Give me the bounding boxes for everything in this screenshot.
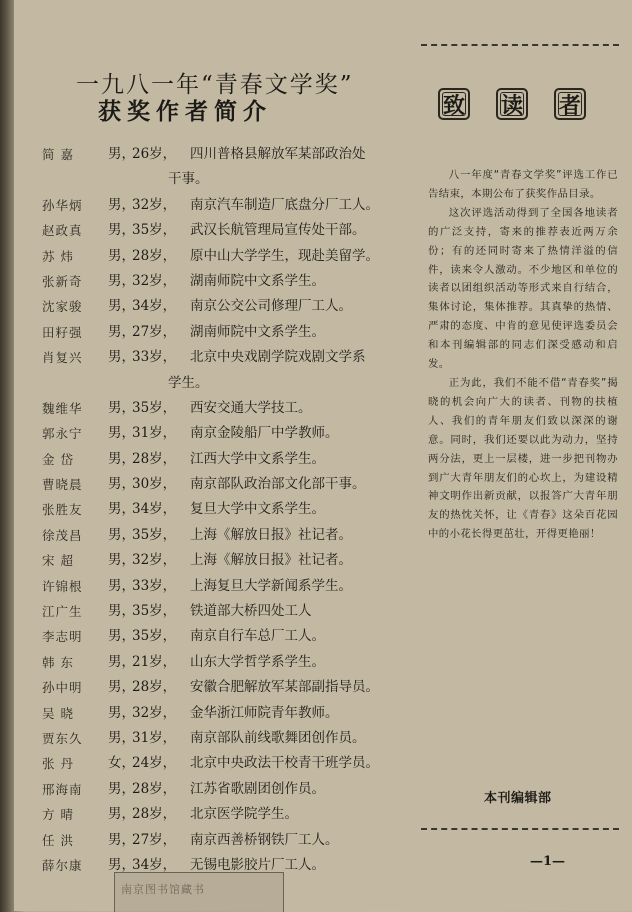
winner-gender: 男， <box>108 399 135 416</box>
winner-age: 28岁， <box>132 780 177 797</box>
winner-name: 方 晴 <box>42 807 74 823</box>
heading-char-box <box>554 88 586 120</box>
winner-age: 28岁， <box>132 806 177 823</box>
to-readers-notice <box>428 166 618 544</box>
winner-row <box>38 167 398 192</box>
winner-row <box>38 828 398 853</box>
winner-row <box>38 701 398 726</box>
winner-gender: 男， <box>108 501 135 518</box>
award-subtitle: 获奖作者简介 <box>98 98 272 125</box>
winner-affiliation: 南京公交公司修理厂工人。 <box>190 298 352 315</box>
winner-gender: 男， <box>108 247 135 264</box>
winner-gender: 男， <box>108 476 135 493</box>
winner-affiliation: 山东大学哲学系学生。 <box>190 653 325 670</box>
winner-gender: 女， <box>108 755 135 772</box>
winner-gender: 男， <box>108 323 135 340</box>
winner-affiliation: 北京中央戏剧学院戏剧文学系 <box>190 349 366 366</box>
winner-affiliation: 南京自行车总厂工人。 <box>190 628 325 645</box>
winner-row <box>38 523 398 548</box>
winner-affiliation: 西安交通大学技工。 <box>190 399 312 416</box>
winner-gender: 男， <box>108 298 135 315</box>
winner-gender: 男， <box>108 806 135 823</box>
library-stamp <box>114 872 284 912</box>
winner-row <box>38 548 398 573</box>
winner-name: 张胜友 <box>42 502 83 518</box>
winner-affiliation: 金华浙江师院青年教师。 <box>190 704 339 721</box>
winner-row <box>38 726 398 751</box>
winner-affiliation: 江西大学中文系学生。 <box>190 450 325 467</box>
winner-affiliation: 湖南师院中文系学生。 <box>190 323 325 340</box>
winner-affiliation: 铁道部大桥四处工人 <box>190 603 312 620</box>
winner-row <box>38 269 398 294</box>
winner-age: 35岁， <box>132 603 177 620</box>
winner-list <box>38 142 398 878</box>
winner-name: 李志明 <box>42 629 83 645</box>
winner-age: 31岁， <box>132 729 177 746</box>
heading-char-box <box>496 88 528 120</box>
winner-name: 魏维华 <box>42 400 83 416</box>
winner-gender: 男， <box>108 146 135 162</box>
winner-row <box>38 497 398 522</box>
winner-name: 肖复兴 <box>42 350 83 366</box>
winner-age: 28岁， <box>132 679 177 696</box>
winner-row <box>38 802 398 827</box>
winner-row <box>38 371 398 396</box>
winner-row <box>38 396 398 421</box>
winner-row <box>38 218 398 243</box>
winner-affiliation: 无锡电影胶片厂工人。 <box>190 856 325 873</box>
winner-name: 贾东久 <box>42 730 83 746</box>
winner-name: 韩 东 <box>42 654 74 670</box>
winner-age: 34岁， <box>132 298 177 315</box>
winner-age: 33岁， <box>132 349 177 366</box>
winner-age: 35岁， <box>132 526 177 543</box>
winner-row <box>38 244 398 269</box>
winner-affiliation: 南京部队前线歌舞团创作员。 <box>190 729 366 746</box>
page-number: —1— <box>530 854 566 869</box>
winner-affiliation: 安徽合肥解放军某部副指导员。 <box>190 679 379 696</box>
winner-name: 简 嘉 <box>42 147 74 162</box>
winner-affiliation: 湖南师院中文系学生。 <box>190 272 325 289</box>
winner-name: 张 丹 <box>42 756 74 772</box>
winner-gender: 男， <box>108 729 135 746</box>
winner-row <box>38 142 398 167</box>
winner-row <box>38 599 398 624</box>
winner-row <box>38 320 398 345</box>
winner-age: 24岁， <box>132 755 177 772</box>
winner-row <box>38 472 398 497</box>
winner-age: 31岁， <box>132 425 177 442</box>
winner-affiliation: 武汉长航管理局宣传处干部。 <box>190 222 366 239</box>
winner-age: 32岁， <box>132 196 177 213</box>
winner-name: 许锦根 <box>42 578 83 594</box>
winner-name: 吴 晓 <box>42 705 74 721</box>
winner-age: 28岁， <box>132 247 177 264</box>
winner-age: 32岁， <box>132 704 177 721</box>
top-dashed-rule <box>421 44 619 46</box>
winner-age: 28岁， <box>132 450 177 467</box>
winner-age: 27岁， <box>132 831 177 848</box>
winner-name: 江广生 <box>42 604 83 620</box>
winner-name: 徐茂昌 <box>42 527 83 543</box>
heading-char: 致 <box>442 92 465 119</box>
winner-gender: 男， <box>108 679 135 696</box>
winner-age: 34岁， <box>132 501 177 518</box>
notice-paragraph: 这次评选活动得到了全国各地读者的广泛支持，寄来的推荐表近两万余份；有的还同时寄来了热情洋溢的信件，读来令人激动。不少地区和单位的读者以团组织活动等形式来自行结合，集体讨论，集体推荐。其真挚的热情、严肃的态度、中肯的意见使评选委员会和本刊编辑部的同志们深受感动和启发。 <box>428 206 618 371</box>
winner-row <box>38 345 398 370</box>
winner-affiliation: 江苏省歌剧团创作员。 <box>190 780 325 797</box>
winner-gender: 男， <box>108 831 135 848</box>
winner-name: 田籽强 <box>42 324 83 340</box>
winner-row <box>38 777 398 802</box>
bottom-dashed-rule <box>421 828 619 830</box>
winner-gender: 男， <box>108 628 135 645</box>
winner-age: 35岁， <box>132 222 177 239</box>
winner-age: 21岁， <box>132 653 177 670</box>
winner-age: 35岁， <box>132 628 177 645</box>
winner-name: 孙中明 <box>42 680 83 696</box>
winner-gender: 男， <box>108 222 135 239</box>
winner-age: 33岁， <box>132 577 177 594</box>
winner-affiliation: 四川普格县解放军某部政治处 <box>190 146 366 162</box>
notice-paragraph: 八一年度“青春文学奖”评选工作已告结束，本期公布了获奖作品目录。 <box>428 169 618 200</box>
heading-char: 者 <box>558 92 581 119</box>
editorial-signature: 本刊编辑部 <box>484 791 552 806</box>
winner-age: 35岁， <box>132 399 177 416</box>
to-readers-heading <box>438 88 608 128</box>
winner-affiliation: 原中山大学学生，现赴美留学。 <box>190 247 379 264</box>
notice-paragraph: 正为此，我们不能不借“青春奖”揭晓的机会向广大的读者、刊物的扶植人、我们的青年朋友们致以深深的谢意。同时，我们还要以此为动力，坚持两分法，更上一层楼，进一步把刊物办到广大青年朋友们的心坎上，为建设精神文明作出新贡献，以报答广大青年朋友的热忱关怀，让《青春》这朵百花园中的小花长得更茁壮，开得更艳丽！ <box>428 376 618 541</box>
winner-name: 金 岱 <box>42 451 74 467</box>
winner-gender: 男， <box>108 272 135 289</box>
winner-age: 34岁， <box>132 856 177 873</box>
winner-gender: 男， <box>108 450 135 467</box>
stamp-text: 南京图书馆藏书 <box>121 883 205 896</box>
winner-row <box>38 624 398 649</box>
winner-gender: 男， <box>108 196 135 213</box>
winner-name: 张新奇 <box>42 273 83 289</box>
winner-age: 27岁， <box>132 323 177 340</box>
winner-gender: 男， <box>108 856 135 873</box>
magazine-page <box>14 0 632 911</box>
winner-name: 赵政真 <box>42 223 83 239</box>
winner-row <box>38 193 398 218</box>
winner-affiliation: 北京医学院学生。 <box>190 806 298 823</box>
winner-gender: 男， <box>108 704 135 721</box>
winner-row <box>38 574 398 599</box>
winner-row <box>38 650 398 675</box>
winner-affiliation: 上海复旦大学新闻系学生。 <box>190 577 352 594</box>
winner-age: 32岁， <box>132 272 177 289</box>
winner-gender: 男， <box>108 349 135 366</box>
winner-name: 郭永宁 <box>42 426 83 442</box>
winner-affiliation: 学生。 <box>168 374 209 391</box>
winner-gender: 男， <box>108 425 135 442</box>
winner-gender: 男， <box>108 526 135 543</box>
winner-row <box>38 675 398 700</box>
winner-affiliation: 干事。 <box>168 171 209 188</box>
winner-name: 邢海南 <box>42 781 83 797</box>
award-title: 一九八一年“青春文学奖” <box>76 72 354 98</box>
winner-name: 宋 超 <box>42 553 74 569</box>
winner-row <box>38 751 398 776</box>
winner-affiliation: 南京部队政治部文化部干事。 <box>190 476 366 493</box>
winner-affiliation: 复旦大学中文系学生。 <box>190 501 325 518</box>
winner-name: 薛尔康 <box>42 857 83 873</box>
winner-age: 32岁， <box>132 552 177 569</box>
heading-char: 读 <box>500 92 523 119</box>
winner-age: 30岁， <box>132 476 177 493</box>
winner-name: 孙华炳 <box>42 197 83 213</box>
winner-row <box>38 294 398 319</box>
winner-affiliation: 南京金陵船厂中学教师。 <box>190 425 339 442</box>
winner-gender: 男， <box>108 780 135 797</box>
winner-name: 苏 炜 <box>42 248 74 264</box>
winner-name: 沈家骏 <box>42 299 83 315</box>
winner-gender: 男， <box>108 552 135 569</box>
winner-gender: 男， <box>108 653 135 670</box>
winner-affiliation: 南京汽车制造厂底盘分厂工人。 <box>190 196 379 213</box>
winner-affiliation: 上海《解放日报》社记者。 <box>190 552 352 569</box>
winner-affiliation: 南京西善桥钢铁厂工人。 <box>190 831 339 848</box>
winner-affiliation: 北京中央政法干校青干班学员。 <box>190 755 379 772</box>
heading-char-box <box>438 88 470 120</box>
winner-row <box>38 421 398 446</box>
winner-name: 曹晓晨 <box>42 477 83 493</box>
winner-affiliation: 上海《解放日报》社记者。 <box>190 526 352 543</box>
winner-gender: 男， <box>108 577 135 594</box>
winner-name: 任 洪 <box>42 832 74 848</box>
winner-row <box>38 447 398 472</box>
winner-gender: 男， <box>108 603 135 620</box>
winner-age: 26岁， <box>132 146 177 162</box>
